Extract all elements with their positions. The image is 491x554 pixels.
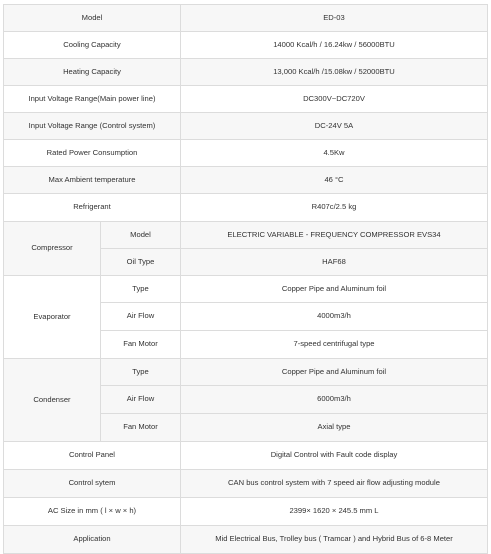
cooling-capacity-value: 14000 Kcal/h / 16.24kw / 56000BTU — [181, 32, 488, 59]
evaporator-airflow-value: 4000m3/h — [181, 303, 488, 331]
compressor-oil-label: Oil Type — [101, 249, 181, 276]
table-row — [4, 498, 488, 526]
control-system-label: Control sytem — [4, 470, 181, 498]
ac-size-label: AC Size in mm ( l × w × h) — [4, 498, 181, 526]
rated-power-label: Rated Power Consumption — [4, 140, 181, 167]
heating-capacity-value: 13,000 Kcal/h /15.08kw / 52000BTU — [181, 59, 488, 86]
condenser-type-label: Type — [101, 359, 181, 386]
ac-size-value: 2399× 1620 × 245.5 mm L — [181, 498, 488, 526]
control-panel-value: Digital Control with Fault code display — [181, 442, 488, 470]
input-voltage-control-value: DC-24V 5A — [181, 113, 488, 140]
evaporator-fan-value: 7-speed centrifugal type — [181, 331, 488, 359]
table-row — [4, 32, 488, 59]
table-row — [4, 526, 488, 554]
table-row — [4, 86, 488, 113]
control-panel-label: Control Panel — [4, 442, 181, 470]
input-voltage-control-label: Input Voltage Range (Control system) — [4, 113, 181, 140]
evaporator-type-value: Copper Pipe and Aluminum foil — [181, 276, 488, 303]
table-row — [4, 222, 488, 249]
heating-capacity-label: Heating Capacity — [4, 59, 181, 86]
condenser-fan-label: Fan Motor — [101, 414, 181, 442]
table-row — [4, 113, 488, 140]
compressor-model-value: ELECTRIC VARIABLE - FREQUENCY COMPRESSOR EVS34 — [181, 222, 488, 249]
application-value: Mid Electrical Bus, Trolley bus ( Tramcar ) and Hybrid Bus of 6-8 Meter — [181, 526, 488, 554]
table-row — [4, 140, 488, 167]
condenser-airflow-value: 6000m3/h — [181, 386, 488, 414]
cooling-capacity-label: Cooling Capacity — [4, 32, 181, 59]
control-system-value: CAN bus control system with 7 speed air flow adjusting module — [181, 470, 488, 498]
condenser-airflow-label: Air Flow — [101, 386, 181, 414]
model-value: ED-03 — [181, 5, 488, 32]
table-row — [4, 5, 488, 32]
input-voltage-main-label: Input Voltage Range(Main power line) — [4, 86, 181, 113]
table-row — [4, 442, 488, 470]
table-row — [4, 470, 488, 498]
condenser-fan-value: Axial type — [181, 414, 488, 442]
evaporator-fan-label: Fan Motor — [101, 331, 181, 359]
compressor-oil-value: HAF68 — [181, 249, 488, 276]
compressor-group-label: Compressor — [4, 222, 101, 276]
table-row — [4, 194, 488, 222]
max-ambient-value: 46 °C — [181, 167, 488, 194]
table-row — [4, 276, 488, 303]
table-row — [4, 359, 488, 386]
evaporator-group-label: Evaporator — [4, 276, 101, 359]
condenser-group-label: Condenser — [4, 359, 101, 442]
model-label: Model — [4, 5, 181, 32]
evaporator-type-label: Type — [101, 276, 181, 303]
specification-table — [3, 4, 488, 554]
table-row — [4, 59, 488, 86]
rated-power-value: 4.5Kw — [181, 140, 488, 167]
max-ambient-label: Max Ambient temperature — [4, 167, 181, 194]
compressor-model-label: Model — [101, 222, 181, 249]
condenser-type-value: Copper Pipe and Aluminum foil — [181, 359, 488, 386]
input-voltage-main-value: DC300V~DC720V — [181, 86, 488, 113]
refrigerant-value: R407c/2.5 kg — [181, 194, 488, 222]
evaporator-airflow-label: Air Flow — [101, 303, 181, 331]
table-row — [4, 167, 488, 194]
refrigerant-label: Refrigerant — [4, 194, 181, 222]
application-label: Application — [4, 526, 181, 554]
